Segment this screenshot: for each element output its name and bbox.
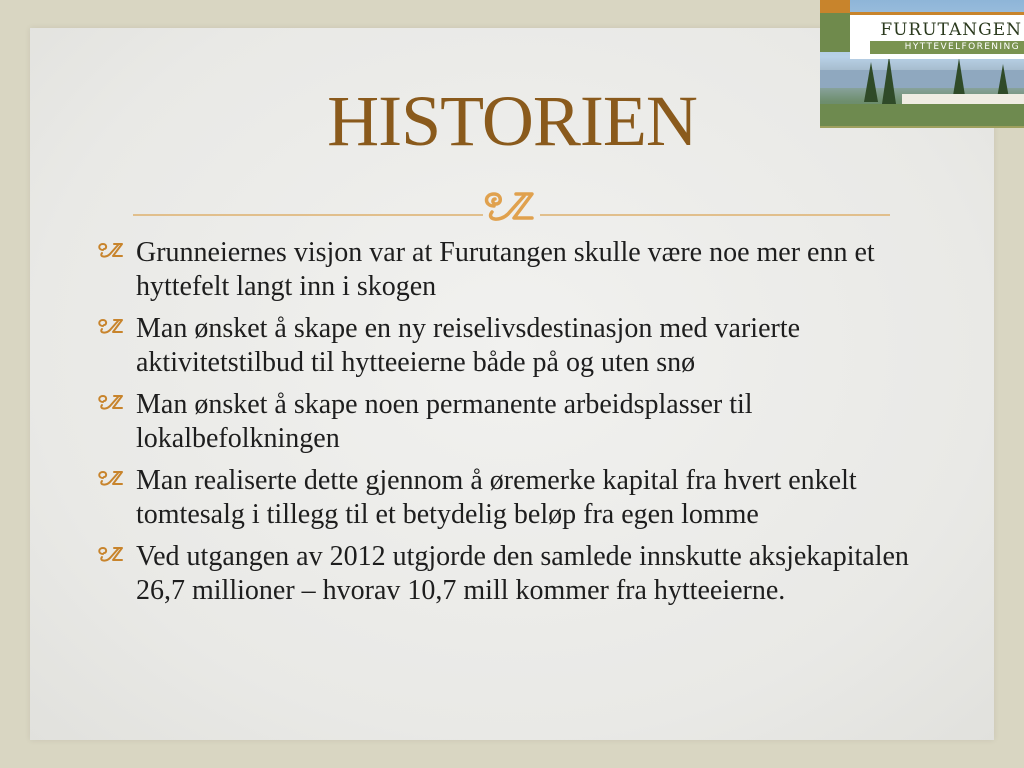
scroll-bullet-icon xyxy=(96,464,130,498)
bullet-text: Grunneiernes visjon var at Furutangen skulle være noe mer enn et hyttefelt langt inn i skogen xyxy=(136,237,875,302)
scroll-ornament-icon xyxy=(476,186,548,234)
logo-name: FURUTANGEN xyxy=(880,20,1022,40)
bullet-text: Man ønsket å skape en ny reiselivsdestinasjon med varierte aktivitetstilbud til hytteeierne både på og uten snø xyxy=(136,313,801,378)
bullet-item xyxy=(96,236,956,304)
logo-color-stripe xyxy=(820,0,850,52)
bullet-item xyxy=(96,312,956,380)
bullet-list xyxy=(96,236,956,616)
title-divider-right xyxy=(540,214,890,216)
logo-subtitle: HYTTEVELFORENING xyxy=(870,41,1024,54)
title-divider-left xyxy=(133,214,483,216)
scroll-bullet-icon xyxy=(96,312,130,346)
bullet-text: Ved utgangen av 2012 utgjorde den samlede innskutte aksjekapitalen 26,7 millioner – hvorav 10,7 mill kommer fra hytteeierne. xyxy=(136,541,909,606)
bullet-text: Man ønsket å skape noen permanente arbeidsplasser til lokalbefolkningen xyxy=(136,389,753,454)
bullet-item xyxy=(96,464,956,532)
slide-title: HISTORIEN xyxy=(327,81,697,161)
scroll-bullet-icon xyxy=(96,388,130,422)
scroll-bullet-icon xyxy=(96,540,130,574)
bullet-item xyxy=(96,540,956,608)
scroll-bullet-icon xyxy=(96,236,130,270)
bullet-text: Man realiserte dette gjennom å øremerke kapital fra hvert enkelt tomtesalg i tillegg til et betydelig beløp fra egen lomme xyxy=(136,465,857,530)
bullet-item xyxy=(96,388,956,456)
